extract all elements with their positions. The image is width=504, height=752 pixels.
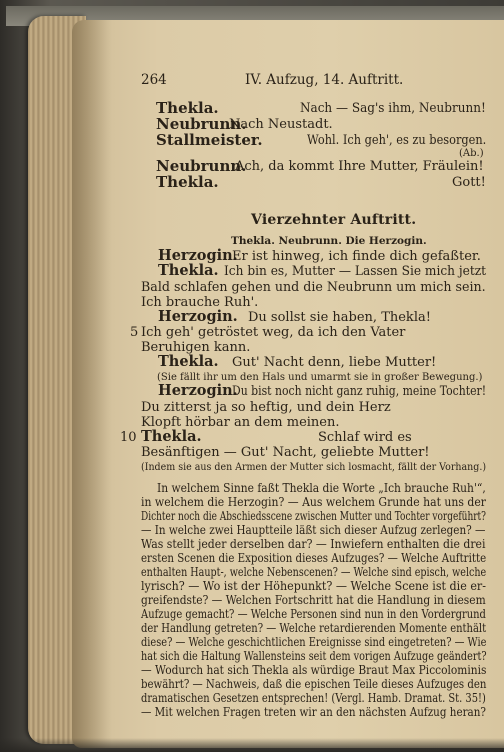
speaker-name: Neubrunn. — [156, 115, 247, 133]
question-line: dramatischen Gesetzen entsprechen! (Vergl. Hamb. Dramat. St. 35!) — [141, 690, 486, 705]
verse-line: Schlaf wird es — [318, 430, 412, 445]
speaker-name: Stallmeister. — [156, 131, 263, 149]
running-head: IV. Aufzug, 14. Auftritt. — [245, 72, 404, 88]
question-line: der Handlung getreten? — Welche retardierenden Momente enthält — [141, 620, 487, 635]
speaker-name: Thekla. — [141, 428, 202, 445]
question-line: Was stellt jeder derselben dar? — Inwiefern enthalten die drei — [141, 536, 486, 551]
question-line: greifendste? — Welchen Fortschritt hat die Handlung in diesem — [141, 592, 486, 607]
verse-line: Du sollst sie haben, Thekla! — [248, 310, 431, 325]
page-gutter-shadow — [72, 20, 112, 748]
character-list: Thekla. Neubrunn. Die Herzogin. — [231, 235, 427, 247]
speaker-name: Herzogin. — [158, 308, 238, 325]
question-line: bewährt? — Nachweis, daß die epischen Teile dieses Aufzuges den — [141, 676, 487, 691]
question-line: enthalten Haupt-, welche Nebenscenen? — Welche sind episch, welche — [141, 564, 487, 579]
speaker-name: Neubrunn. — [156, 157, 247, 175]
line-number: 5 — [130, 325, 139, 340]
verse-line: Ich brauche Ruh'. — [141, 295, 259, 310]
speaker-name: Thekla. — [158, 353, 219, 370]
question-line: lyrisch? — Wo ist der Höhepunkt? — Welche Scene ist die er- — [141, 578, 486, 593]
question-line: — Wodurch hat sich Thekla als würdige Braut Max Piccolominis — [141, 662, 487, 677]
dialogue-line: Nach — Sag's ihm, Neubrunn! — [300, 101, 486, 116]
dialogue-line: Gott! — [452, 175, 486, 190]
verse-line: Beruhigen kann. — [141, 340, 251, 355]
verse-line: Du zitterst ja so heftig, und dein Herz — [141, 400, 391, 415]
question-line: Dichter noch die Abschiedsscene zwischen Mutter und Tochter vorgeführt? — [141, 508, 486, 523]
stage-direction: (Sie fällt ihr um den Hals und umarmt sie in großer Bewegung.) — [157, 372, 483, 383]
dialogue-line: Ach, da kommt Ihre Mutter, Fräulein! — [235, 159, 484, 174]
speaker-name: Herzogin. — [158, 382, 238, 399]
verse-line: Ich geh' getröstet weg, da ich den Vater — [141, 325, 406, 340]
dialogue-line: Wohl. Ich geh', es zu besorgen. — [307, 133, 487, 148]
page-number: 264 — [141, 72, 167, 88]
speaker-name: Thekla. — [156, 173, 219, 191]
dialogue-line: Nach Neustadt. — [229, 117, 333, 132]
verse-line: Er ist hinweg, ich finde dich gefaßter. — [232, 249, 481, 264]
question-line: In welchem Sinne faßt Thekla die Worte „Ich brauche Ruh'“, — [157, 480, 486, 495]
question-line: in welchem die Herzogin? — Aus welchem Grunde hat uns der — [141, 494, 486, 509]
verse-line: Klopft hörbar an dem meinen. — [141, 415, 340, 430]
verse-line: Gut' Nacht denn, liebe Mutter! — [232, 355, 437, 370]
question-line: diese? — Welche geschichtlichen Ereignisse sind eingetreten? — Wie — [141, 634, 487, 649]
scene-title: Vierzehnter Auftritt. — [251, 212, 417, 228]
verse-line: Bald schlafen gehen und die Neubrunn um mich sein. — [141, 280, 486, 295]
verse-line: Ich bin es, Mutter — Lassen Sie mich jetzt — [224, 264, 487, 279]
verse-line: Du bist noch nicht ganz ruhig, meine Tochter! — [232, 384, 487, 399]
question-line: Aufzuge gemacht? — Welche Personen sind nun in den Vordergrund — [141, 606, 486, 621]
speaker-name: Thekla. — [156, 99, 219, 117]
stage-direction: (Ab.) — [459, 148, 484, 159]
question-line: — In welche zwei Hauptteile läßt sich dieser Aufzug zerlegen? — — [141, 522, 486, 537]
question-line: ersten Scenen die Exposition dieses Aufzuges? — Welche Auftritte — [141, 550, 487, 565]
question-line: hat sich die Haltung Wallensteins seit dem vorigen Aufzuge geändert? — [141, 648, 487, 663]
question-line: — Mit welchen Fragen treten wir an den nächsten Aufzug heran? — [141, 704, 486, 719]
speaker-name: Thekla. — [158, 262, 219, 279]
verse-line: Besänftigen — Gut' Nacht, geliebte Mutter! — [141, 445, 430, 460]
bottom-shadow — [0, 738, 504, 752]
speaker-name: Herzogin. — [158, 247, 238, 264]
line-number: 10 — [120, 430, 137, 445]
stage-direction: (Indem sie aus den Armen der Mutter sich losmacht, fällt der Vorhang.) — [141, 462, 487, 473]
